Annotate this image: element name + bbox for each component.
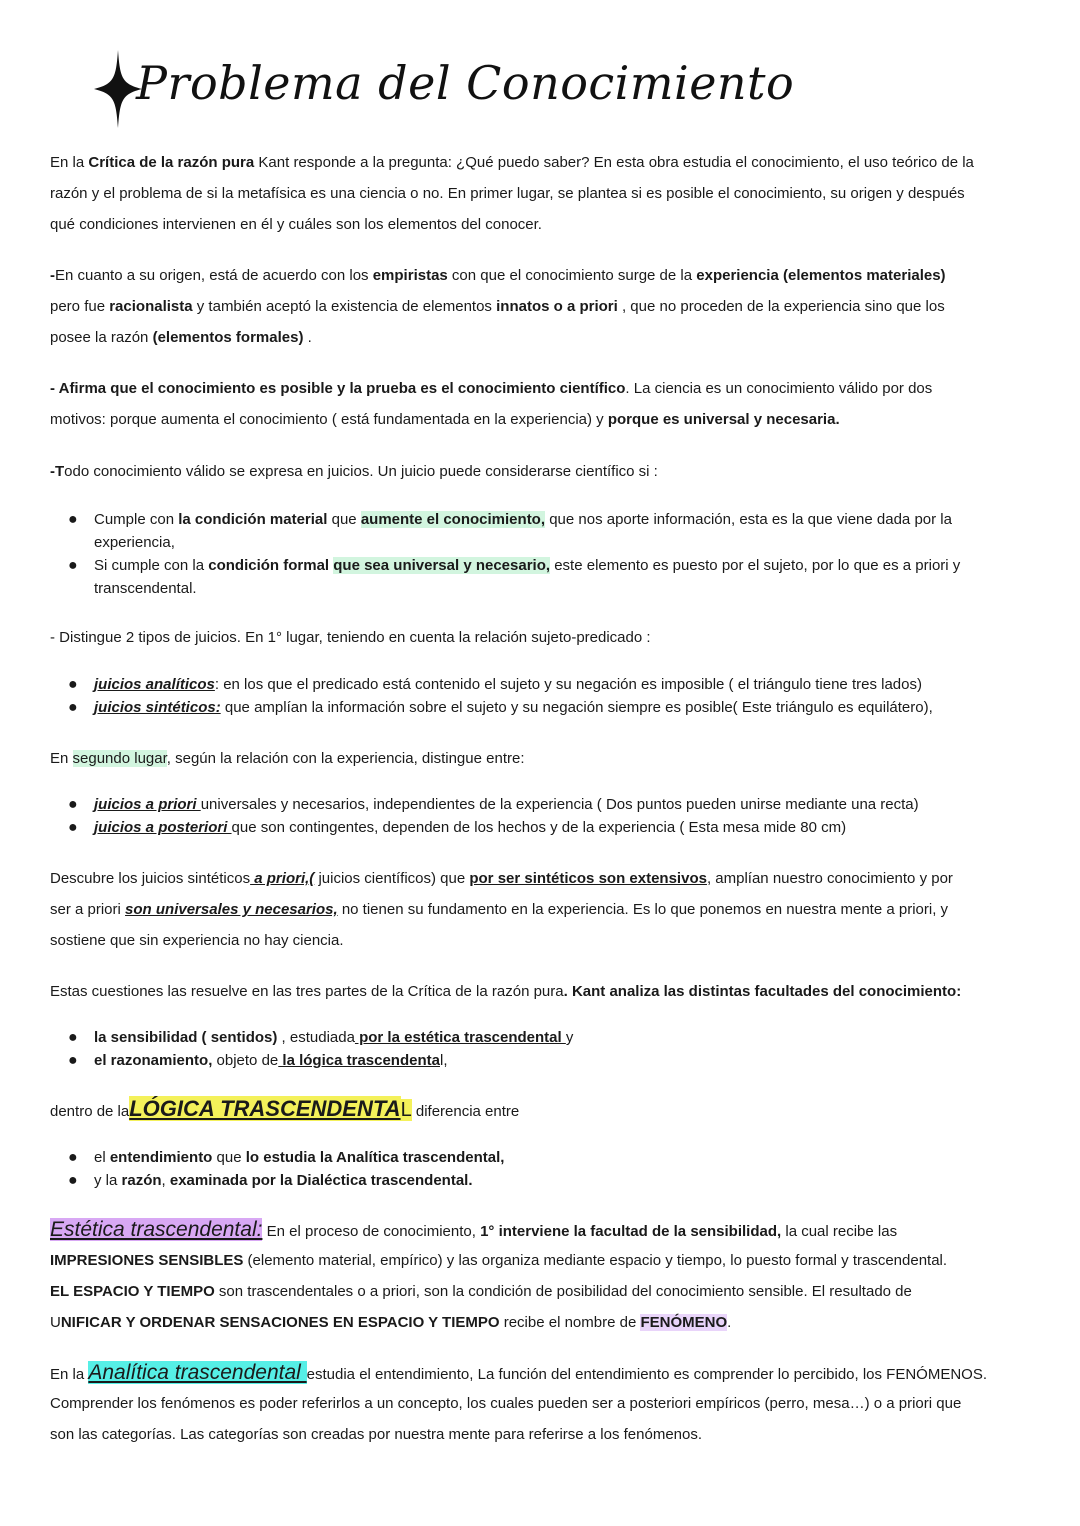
intro-line-1 — [50, 147, 1040, 178]
text-run: pero fue — [50, 298, 110, 315]
text-run: , según la relación con la experiencia, distingue entre: — [166, 750, 525, 767]
term-a-priori: juicios a priori — [94, 796, 201, 813]
text-run: sostiene que sin experiencia no hay ciencia. — [50, 932, 344, 949]
highlighted-heading: LÓGICA TRASCENDENTA — [129, 1096, 401, 1121]
faculty-list — [68, 1026, 1038, 1072]
bold-term: lo estudia la Analítica trascendental, — [245, 1149, 505, 1166]
text-run: que amplían la información sobre el sujeto y su negación siempre es posible( Este triángulo es equilátero), — [220, 699, 933, 716]
logic-line — [50, 1093, 1040, 1124]
text-run: experiencia, — [94, 534, 175, 551]
bold-term: porque es universal y necesaria. — [607, 411, 840, 428]
possible-paragraph — [50, 373, 1040, 435]
text-run: son trascendentales o a priori, son la condición de posibilidad del conocimiento sensible. El resultado de — [214, 1283, 912, 1300]
text-run: objeto de — [212, 1052, 279, 1069]
origin-paragraph — [50, 260, 1040, 353]
term-a-priori: a priori,( — [250, 870, 315, 887]
experience-list — [68, 793, 1038, 839]
bold-term: la sensibilidad ( sentidos) — [94, 1029, 278, 1046]
aesthetic-line-4 — [50, 1307, 1040, 1338]
bold-term: innatos o a priori — [496, 298, 618, 315]
bold-term: examinada por la Dialéctica trascendental. — [169, 1172, 473, 1189]
bold-term: el razonamiento, — [94, 1052, 213, 1069]
types-list — [68, 673, 1038, 719]
analytic-line-1 — [50, 1357, 1040, 1388]
list-item — [68, 696, 1038, 719]
text-run: con que el conocimiento surge de la — [447, 267, 697, 284]
text-run: recibe el nombre de — [499, 1314, 641, 1331]
bold-term: la condición material — [178, 511, 328, 528]
bold-term: NIFICAR Y ORDENAR SENSACIONES EN ESPACIO Y TIEMPO — [60, 1314, 500, 1331]
text-run: y también aceptó la existencia de elementos — [192, 298, 497, 315]
intro-paragraph — [50, 147, 1040, 240]
bullet-icon: ● — [68, 1029, 78, 1046]
text-run: motivos: porque aumenta el conocimiento ( está fundamentada en la experiencia) y — [50, 411, 608, 428]
bold-underlined-term: por ser sintéticos son extensivos — [469, 870, 707, 887]
aesthetic-line-2 — [50, 1245, 1040, 1276]
bullet-icon: ● — [68, 819, 78, 836]
text-run: , que no proceden de la experiencia sino que los — [617, 298, 945, 315]
origin-line-3 — [50, 322, 1040, 353]
list-item — [68, 816, 1038, 839]
logic-list — [68, 1146, 1038, 1192]
list-item — [68, 673, 1038, 696]
text-run: odo conocimiento válido se expresa en juicios. Un juicio puede considerarse científico si : — [64, 463, 658, 480]
list-item — [68, 508, 1038, 554]
dash: - — [50, 267, 55, 284]
bold-underlined-term: por la estética trascendental — [354, 1029, 566, 1046]
bullet-icon: ● — [68, 676, 78, 693]
logic-paragraph — [50, 1093, 1040, 1124]
text-run: la cual recibe las — [781, 1223, 898, 1240]
text-run: dentro de la — [50, 1103, 130, 1120]
text-run: Descubre los juicios sintéticos — [50, 870, 251, 887]
intro-line-3 — [50, 209, 1040, 240]
bold-term: razón — [121, 1172, 162, 1189]
synthetic-paragraph — [50, 863, 1040, 956]
bold-term: IMPRESIONES SENSIBLES — [50, 1252, 244, 1269]
text-run: . La ciencia es un conocimiento válido por dos — [625, 380, 933, 397]
list-item — [68, 1026, 1038, 1049]
text-run: posee la razón — [50, 329, 153, 346]
list-item — [68, 1169, 1038, 1192]
work-title: Crítica de la razón pura — [88, 154, 255, 171]
bold-term: entendimiento — [109, 1149, 213, 1166]
analytic-paragraph — [50, 1357, 1040, 1450]
text-run: y — [565, 1029, 574, 1046]
text-run: son las categorías. Las categorías son creadas por nuestra mente para referirse a los fenómenos. — [50, 1426, 703, 1443]
bullet-icon: ● — [68, 511, 78, 528]
judgments-intro — [50, 456, 1040, 487]
list-item — [68, 1049, 1038, 1072]
text-run: Estas cuestiones las resuelve en las tres partes de la Crítica de la razón pura — [50, 983, 564, 1000]
text-run: transcendental. — [94, 580, 197, 597]
text-run: razón y el problema de si la metafísica es una ciencia o no. En primer lugar, se plantea si es posible el conocimiento, su origen y después — [50, 185, 965, 202]
text-run: que son contingentes, dependen de los hechos y de la experiencia ( Esta mesa mide 80 cm) — [231, 819, 847, 836]
types-intro-line: - Distingue 2 tipos de juicios. En 1° lugar, teniendo en cuenta la relación sujeto-predicado : — [50, 629, 651, 646]
highlighted-term: que sea universal y necesario, — [333, 557, 551, 574]
highlighted-letter: L — [400, 1099, 412, 1121]
second-paragraph — [50, 743, 1040, 774]
highlighted-term: segundo lugar — [72, 750, 167, 767]
synthetic-line-2 — [50, 894, 1040, 925]
bullet-icon: ● — [68, 1149, 78, 1166]
term-a-posteriori: juicios a posteriori — [94, 819, 232, 836]
text-run: diferencia entre — [411, 1103, 520, 1120]
text-run: En la — [50, 154, 89, 171]
bullet-icon: ● — [68, 557, 78, 574]
page-title: Problema del Conocimiento — [136, 56, 795, 110]
conditions-list — [68, 508, 1038, 600]
origin-line-1 — [50, 260, 1040, 291]
faculties-line — [50, 976, 1040, 1007]
intro-line-2 — [50, 178, 1040, 209]
bullet-icon: ● — [68, 796, 78, 813]
text-run: Cumple con — [94, 511, 179, 528]
bold-term: (elementos formales) — [152, 329, 304, 346]
bold-italic-term: son universales y necesarios, — [125, 901, 338, 918]
text-run: este elemento es puesto por el sujeto, por lo que es a priori y — [550, 557, 961, 574]
synthetic-line-1 — [50, 863, 1040, 894]
bold-statement: . Kant analiza las distintas facultades del conocimiento: — [563, 983, 962, 1000]
bold-term: racionalista — [109, 298, 193, 315]
term-synthetic: juicios sintéticos: — [94, 699, 221, 716]
text-run: l, — [439, 1052, 448, 1069]
text-run: Kant responde a la pregunta: ¿Qué puedo saber? En esta obra estudia el conocimiento, el uso teórico de la — [254, 154, 974, 171]
types-intro — [50, 622, 1040, 653]
text-run: el — [94, 1149, 110, 1166]
bold-term: empiristas — [372, 267, 448, 284]
bullet-icon: ● — [68, 1052, 78, 1069]
text-run: . — [303, 329, 312, 346]
text-run: En la — [50, 1366, 89, 1383]
text-run: Si cumple con la — [94, 557, 209, 574]
text-run: (elemento material, empírico) y las organiza mediante espacio y tiempo, lo puesto formal y trascendental. — [243, 1252, 948, 1269]
text-run: que nos aporte información, esta es la que viene dada por la — [545, 511, 952, 528]
text-run: que — [212, 1149, 246, 1166]
bold-underlined-term: la lógica trascendenta — [278, 1052, 440, 1069]
origin-line-2 — [50, 291, 1040, 322]
synthetic-line-3 — [50, 925, 1040, 956]
text-run: , amplían nuestro conocimiento y por — [706, 870, 953, 887]
second-line — [50, 743, 1040, 774]
text-run: : en los que el predicado está contenido el sujeto y su negación es imposible ( el triángulo tiene tres lados) — [214, 676, 922, 693]
highlighted-term: FENÓMENO — [640, 1314, 728, 1331]
bullet-icon: ● — [68, 699, 78, 716]
analytic-line-2 — [50, 1388, 1040, 1419]
list-item — [68, 793, 1038, 816]
highlighted-heading: Analítica trascendental — [88, 1361, 307, 1384]
bullet-icon: ● — [68, 1172, 78, 1189]
text-run: Comprender los fenómenos es poder referirlos a un concepto, los cuales pueden ser a posteriori empíricos (perro, mesa…) o a priori que — [50, 1395, 962, 1412]
list-item — [68, 1146, 1038, 1169]
analytic-line-3 — [50, 1419, 1040, 1450]
text-run: En el proceso de conocimiento, — [262, 1223, 481, 1240]
bold-initial: -T — [50, 463, 65, 480]
text-run: ser a priori — [50, 901, 126, 918]
faculties-paragraph — [50, 976, 1040, 1007]
bold-term: experiencia (elementos materiales) — [696, 267, 946, 284]
text-run: universales y necesarios, independientes de la experiencia ( Dos puntos pueden unirse mediante una recta) — [200, 796, 919, 813]
text-run: estudia el entendimiento, La función del entendimiento es comprender lo percibido, los FENÓMENOS. — [306, 1366, 988, 1383]
bold-term: condición formal — [208, 557, 330, 574]
highlighted-heading: Estética trascendental: — [50, 1218, 263, 1241]
text-run: , estudiada — [277, 1029, 355, 1046]
bold-term: 1° interviene la facultad de la sensibilidad, — [480, 1223, 782, 1240]
text-run: U — [50, 1314, 61, 1331]
text-run: En cuanto a su origen, está de acuerdo con los — [55, 267, 373, 284]
text-run: qué condiciones intervienen en él y cuáles son los elementos del conocer. — [50, 216, 542, 233]
aesthetic-line-1 — [50, 1214, 1040, 1245]
judgments-intro-line — [50, 456, 1040, 487]
aesthetic-line-3 — [50, 1276, 1040, 1307]
text-run: que — [327, 511, 361, 528]
text-run: juicios científicos) que — [314, 870, 470, 887]
text-run: y la — [94, 1172, 122, 1189]
possible-line-2 — [50, 404, 1040, 435]
possible-line-1 — [50, 373, 1040, 404]
term-analytic: juicios analíticos — [94, 676, 215, 693]
list-item — [68, 554, 1038, 600]
text-run: no tienen su fundamento en la experiencia. Es lo que ponemos en nuestra mente a priori, y — [337, 901, 949, 918]
text-run: En — [50, 750, 73, 767]
text-run: , — [161, 1172, 170, 1189]
bold-statement: - Afirma que el conocimiento es posible y la prueba es el conocimiento científico — [50, 380, 626, 397]
text-run: . — [727, 1314, 732, 1331]
aesthetic-paragraph — [50, 1214, 1040, 1338]
highlighted-term: aumente el conocimiento, — [360, 511, 546, 528]
bold-term: EL ESPACIO Y TIEMPO — [50, 1283, 215, 1300]
